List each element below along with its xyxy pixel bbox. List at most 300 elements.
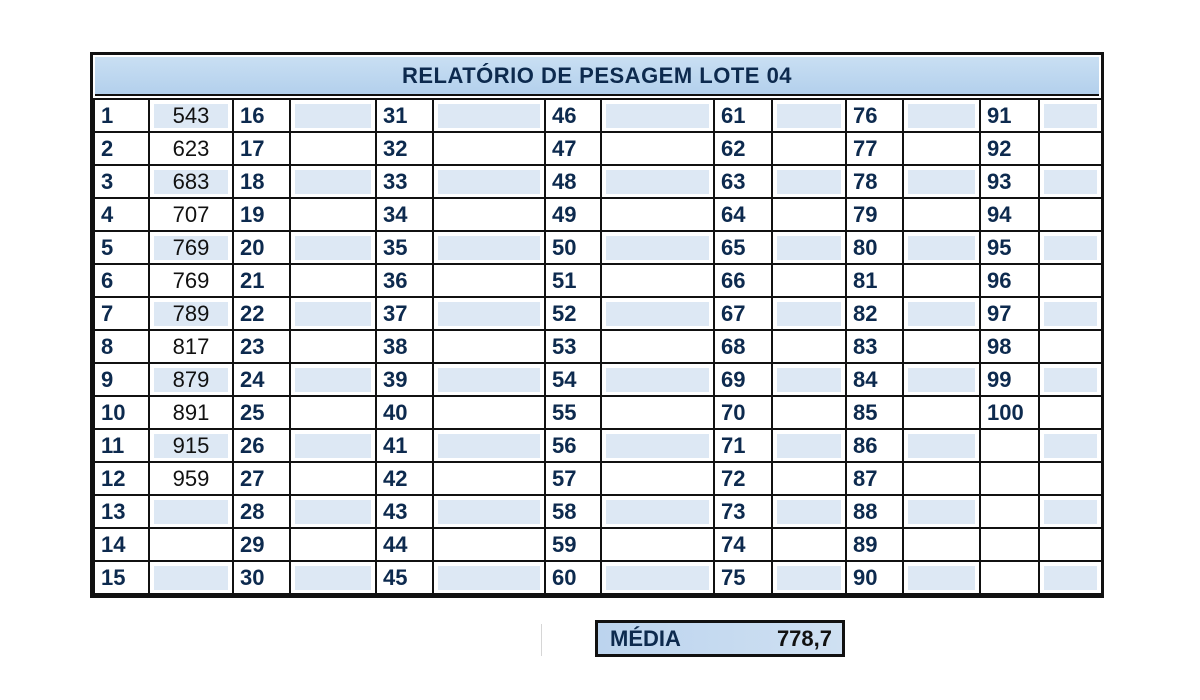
animal-number-cell: 59 xyxy=(545,528,601,561)
divider-line xyxy=(541,624,542,656)
weight-cell[interactable] xyxy=(772,165,846,198)
weight-value xyxy=(295,335,371,359)
weighing-report xyxy=(90,52,1104,598)
weight-value: 543 xyxy=(154,104,228,128)
weight-cell[interactable] xyxy=(149,165,233,198)
animal-number-cell: 57 xyxy=(545,462,601,495)
weighing-table xyxy=(93,98,1103,595)
weight-cell[interactable] xyxy=(290,561,376,594)
weight-value: 817 xyxy=(172,333,210,359)
animal-number-cell: 31 xyxy=(376,99,433,132)
animal-number-cell: 73 xyxy=(714,495,772,528)
weight-value xyxy=(777,566,841,590)
weight-value xyxy=(908,533,975,557)
animal-number-cell: 49 xyxy=(545,198,601,231)
weight-value xyxy=(606,104,709,128)
animal-number-cell: 23 xyxy=(233,330,290,363)
weight-value xyxy=(438,236,540,260)
animal-number-cell: 1 xyxy=(94,99,149,132)
weight-cell[interactable] xyxy=(903,165,980,198)
weight-cell[interactable] xyxy=(772,231,846,264)
weight-value xyxy=(438,137,540,161)
weight-value xyxy=(438,269,540,293)
weight-value xyxy=(438,368,540,392)
weight-cell[interactable] xyxy=(290,528,376,561)
weight-cell[interactable] xyxy=(433,132,545,165)
weight-cell[interactable] xyxy=(433,198,545,231)
weight-value xyxy=(295,434,371,458)
weight-cell[interactable] xyxy=(290,363,376,396)
weight-cell[interactable] xyxy=(903,528,980,561)
weight-value xyxy=(908,203,975,227)
animal-number-cell xyxy=(980,561,1039,594)
weight-value xyxy=(295,500,371,524)
table-row xyxy=(94,330,1102,363)
weight-cell[interactable] xyxy=(149,297,233,330)
animal-number-cell: 26 xyxy=(233,429,290,462)
weight-cell[interactable] xyxy=(433,165,545,198)
weight-value xyxy=(606,170,709,194)
weight-cell[interactable] xyxy=(290,429,376,462)
animal-number-cell: 80 xyxy=(846,231,903,264)
weight-value xyxy=(777,137,841,161)
report-title: RELATÓRIO DE PESAGEM LOTE 04 xyxy=(95,57,1099,96)
weight-cell[interactable] xyxy=(290,198,376,231)
weight-value xyxy=(1044,533,1097,557)
animal-number-cell: 46 xyxy=(545,99,601,132)
animal-number-cell: 56 xyxy=(545,429,601,462)
weight-cell[interactable] xyxy=(601,165,714,198)
weight-value xyxy=(1044,368,1097,392)
weight-value xyxy=(908,302,975,326)
weight-cell[interactable] xyxy=(433,561,545,594)
animal-number-cell: 53 xyxy=(545,330,601,363)
table-row xyxy=(94,396,1102,429)
weight-value xyxy=(908,104,975,128)
animal-number-cell: 54 xyxy=(545,363,601,396)
weight-cell[interactable] xyxy=(433,429,545,462)
animal-number-cell: 37 xyxy=(376,297,433,330)
animal-number-cell: 2 xyxy=(94,132,149,165)
weight-value xyxy=(908,269,975,293)
animal-number-cell: 78 xyxy=(846,165,903,198)
weight-cell[interactable] xyxy=(601,198,714,231)
weight-value xyxy=(908,500,975,524)
weight-value xyxy=(295,236,371,260)
animal-number-cell: 5 xyxy=(94,231,149,264)
weight-value xyxy=(154,533,228,557)
weight-value xyxy=(606,137,709,161)
weight-cell[interactable] xyxy=(1039,231,1102,264)
weight-cell[interactable] xyxy=(149,132,233,165)
animal-number-cell: 24 xyxy=(233,363,290,396)
weight-value xyxy=(295,137,371,161)
weight-cell[interactable] xyxy=(149,396,233,429)
weight-cell[interactable] xyxy=(772,429,846,462)
weight-cell[interactable] xyxy=(433,231,545,264)
weight-value xyxy=(295,170,371,194)
weight-cell[interactable] xyxy=(433,297,545,330)
weight-cell[interactable] xyxy=(772,132,846,165)
weight-cell[interactable] xyxy=(903,429,980,462)
table-row xyxy=(94,363,1102,396)
weight-value xyxy=(777,302,841,326)
weight-value xyxy=(295,269,371,293)
weight-cell[interactable] xyxy=(601,363,714,396)
weight-cell[interactable] xyxy=(433,264,545,297)
weight-value xyxy=(606,269,709,293)
weight-cell[interactable] xyxy=(772,561,846,594)
weight-cell[interactable] xyxy=(903,462,980,495)
weight-value xyxy=(438,434,540,458)
table-row xyxy=(94,198,1102,231)
animal-number-cell: 94 xyxy=(980,198,1039,231)
animal-number-cell: 29 xyxy=(233,528,290,561)
weight-value xyxy=(1044,500,1097,524)
animal-number-cell: 52 xyxy=(545,297,601,330)
weight-cell[interactable] xyxy=(772,297,846,330)
weight-value: 707 xyxy=(172,201,210,227)
animal-number-cell: 42 xyxy=(376,462,433,495)
animal-number-cell: 44 xyxy=(376,528,433,561)
weight-cell[interactable] xyxy=(1039,495,1102,528)
weight-value xyxy=(606,533,709,557)
weight-value xyxy=(154,500,228,524)
weight-value xyxy=(1044,302,1097,326)
weight-value xyxy=(1044,434,1097,458)
weight-value xyxy=(777,401,841,425)
animal-number-cell: 38 xyxy=(376,330,433,363)
weight-value xyxy=(295,401,371,425)
weight-cell[interactable] xyxy=(149,198,233,231)
weight-value xyxy=(606,302,709,326)
average-label: MÉDIA xyxy=(610,625,681,651)
weight-cell[interactable] xyxy=(903,330,980,363)
animal-number-cell: 35 xyxy=(376,231,433,264)
animal-number-cell: 67 xyxy=(714,297,772,330)
animal-number-cell: 95 xyxy=(980,231,1039,264)
animal-number-cell: 20 xyxy=(233,231,290,264)
weight-value xyxy=(908,566,975,590)
weight-value xyxy=(1044,203,1097,227)
weight-cell[interactable] xyxy=(433,462,545,495)
weight-cell[interactable] xyxy=(601,231,714,264)
animal-number-cell: 76 xyxy=(846,99,903,132)
table-row xyxy=(94,561,1102,594)
weight-value xyxy=(438,104,540,128)
weight-value: 769 xyxy=(172,267,210,293)
weight-cell[interactable] xyxy=(290,99,376,132)
animal-number-cell: 33 xyxy=(376,165,433,198)
weight-cell[interactable] xyxy=(601,495,714,528)
weight-cell[interactable] xyxy=(290,297,376,330)
weight-value xyxy=(438,203,540,227)
weight-value xyxy=(908,467,975,491)
weight-cell[interactable] xyxy=(772,99,846,132)
weight-cell[interactable] xyxy=(149,231,233,264)
weight-cell[interactable] xyxy=(149,363,233,396)
weight-cell[interactable] xyxy=(903,99,980,132)
animal-number-cell: 43 xyxy=(376,495,433,528)
animal-number-cell: 14 xyxy=(94,528,149,561)
weight-cell[interactable] xyxy=(772,462,846,495)
animal-number-cell: 60 xyxy=(545,561,601,594)
weight-value xyxy=(1044,137,1097,161)
weight-value xyxy=(777,368,841,392)
weight-value xyxy=(438,170,540,194)
weight-value xyxy=(438,500,540,524)
weight-value xyxy=(295,368,371,392)
weight-cell[interactable] xyxy=(601,462,714,495)
animal-number-cell: 79 xyxy=(846,198,903,231)
weight-value: 959 xyxy=(172,465,210,491)
weight-value xyxy=(1044,104,1097,128)
weight-cell[interactable] xyxy=(149,264,233,297)
weight-cell[interactable] xyxy=(1039,297,1102,330)
animal-number-cell: 55 xyxy=(545,396,601,429)
weight-value xyxy=(606,500,709,524)
weight-cell[interactable] xyxy=(149,528,233,561)
weight-value xyxy=(777,203,841,227)
table-row xyxy=(94,297,1102,330)
weight-cell[interactable] xyxy=(601,429,714,462)
animal-number-cell: 63 xyxy=(714,165,772,198)
table-row xyxy=(94,231,1102,264)
weight-value xyxy=(777,170,841,194)
animal-number-cell: 83 xyxy=(846,330,903,363)
weight-value xyxy=(295,467,371,491)
weight-cell[interactable] xyxy=(290,396,376,429)
animal-number-cell: 12 xyxy=(94,462,149,495)
animal-number-cell: 36 xyxy=(376,264,433,297)
animal-number-cell: 66 xyxy=(714,264,772,297)
weight-cell[interactable] xyxy=(772,264,846,297)
animal-number-cell: 61 xyxy=(714,99,772,132)
weight-value xyxy=(908,434,975,458)
weight-cell[interactable] xyxy=(1039,264,1102,297)
weight-cell[interactable] xyxy=(433,528,545,561)
weight-value xyxy=(295,302,371,326)
animal-number-cell: 74 xyxy=(714,528,772,561)
weight-value xyxy=(908,335,975,359)
weight-cell[interactable] xyxy=(1039,462,1102,495)
weight-cell[interactable] xyxy=(433,495,545,528)
weight-value xyxy=(606,335,709,359)
animal-number-cell: 77 xyxy=(846,132,903,165)
weight-cell[interactable] xyxy=(601,561,714,594)
animal-number-cell: 98 xyxy=(980,330,1039,363)
weight-value: 623 xyxy=(172,135,210,161)
weight-value xyxy=(1044,467,1097,491)
animal-number-cell: 48 xyxy=(545,165,601,198)
weight-value: 769 xyxy=(154,236,228,260)
weight-value xyxy=(438,302,540,326)
animal-number-cell: 21 xyxy=(233,264,290,297)
weight-cell[interactable] xyxy=(903,231,980,264)
weight-cell[interactable] xyxy=(601,297,714,330)
animal-number-cell: 15 xyxy=(94,561,149,594)
weight-value xyxy=(777,236,841,260)
weight-cell[interactable] xyxy=(772,330,846,363)
animal-number-cell: 47 xyxy=(545,132,601,165)
animal-number-cell: 58 xyxy=(545,495,601,528)
animal-number-cell: 100 xyxy=(980,396,1039,429)
table-row xyxy=(94,528,1102,561)
weight-value: 915 xyxy=(154,434,228,458)
weight-cell[interactable] xyxy=(903,363,980,396)
weight-cell[interactable] xyxy=(1039,528,1102,561)
weight-value: 891 xyxy=(172,399,210,425)
animal-number-cell: 86 xyxy=(846,429,903,462)
animal-number-cell: 39 xyxy=(376,363,433,396)
weight-value xyxy=(295,533,371,557)
animal-number-cell: 30 xyxy=(233,561,290,594)
weight-value xyxy=(606,368,709,392)
weight-cell[interactable] xyxy=(149,495,233,528)
animal-number-cell: 34 xyxy=(376,198,433,231)
animal-number-cell: 69 xyxy=(714,363,772,396)
weight-value xyxy=(438,401,540,425)
weight-cell[interactable] xyxy=(433,363,545,396)
weight-value xyxy=(908,236,975,260)
weight-value xyxy=(1044,170,1097,194)
weight-cell[interactable] xyxy=(903,561,980,594)
table-row xyxy=(94,165,1102,198)
weight-cell[interactable] xyxy=(601,264,714,297)
animal-number-cell: 68 xyxy=(714,330,772,363)
animal-number-cell: 13 xyxy=(94,495,149,528)
weight-cell[interactable] xyxy=(433,99,545,132)
animal-number-cell: 88 xyxy=(846,495,903,528)
weight-value xyxy=(908,170,975,194)
weight-cell[interactable] xyxy=(772,363,846,396)
animal-number-cell: 25 xyxy=(233,396,290,429)
animal-number-cell: 93 xyxy=(980,165,1039,198)
animal-number-cell: 70 xyxy=(714,396,772,429)
weight-cell[interactable] xyxy=(290,495,376,528)
weight-value xyxy=(1044,335,1097,359)
animal-number-cell: 6 xyxy=(94,264,149,297)
weight-value xyxy=(1044,401,1097,425)
weight-value xyxy=(438,566,540,590)
animal-number-cell xyxy=(980,528,1039,561)
animal-number-cell: 85 xyxy=(846,396,903,429)
weight-cell[interactable] xyxy=(1039,165,1102,198)
weight-cell[interactable] xyxy=(1039,396,1102,429)
animal-number-cell: 62 xyxy=(714,132,772,165)
weight-value xyxy=(438,335,540,359)
weight-cell[interactable] xyxy=(772,198,846,231)
weight-cell[interactable] xyxy=(290,231,376,264)
table-row xyxy=(94,264,1102,297)
weight-cell[interactable] xyxy=(1039,330,1102,363)
weight-cell[interactable] xyxy=(1039,99,1102,132)
weight-cell[interactable] xyxy=(601,330,714,363)
table-row xyxy=(94,462,1102,495)
animal-number-cell: 32 xyxy=(376,132,433,165)
weight-cell[interactable] xyxy=(601,528,714,561)
animal-number-cell: 19 xyxy=(233,198,290,231)
animal-number-cell: 91 xyxy=(980,99,1039,132)
weight-value xyxy=(438,467,540,491)
animal-number-cell: 45 xyxy=(376,561,433,594)
weight-cell[interactable] xyxy=(149,330,233,363)
weight-value xyxy=(606,203,709,227)
weight-cell[interactable] xyxy=(290,264,376,297)
weight-value xyxy=(777,269,841,293)
animal-number-cell: 50 xyxy=(545,231,601,264)
weight-cell[interactable] xyxy=(290,165,376,198)
weight-cell[interactable] xyxy=(290,462,376,495)
weight-cell[interactable] xyxy=(433,396,545,429)
weight-cell[interactable] xyxy=(149,429,233,462)
weight-cell[interactable] xyxy=(433,330,545,363)
weight-cell[interactable] xyxy=(1039,132,1102,165)
weight-cell[interactable] xyxy=(1039,363,1102,396)
weight-cell[interactable] xyxy=(772,495,846,528)
weight-cell[interactable] xyxy=(149,99,233,132)
weight-cell[interactable] xyxy=(903,198,980,231)
weight-value xyxy=(908,368,975,392)
weight-cell[interactable] xyxy=(149,561,233,594)
table-row xyxy=(94,495,1102,528)
animal-number-cell: 7 xyxy=(94,297,149,330)
animal-number-cell: 89 xyxy=(846,528,903,561)
weight-value xyxy=(606,467,709,491)
weight-cell[interactable] xyxy=(903,297,980,330)
animal-number-cell: 40 xyxy=(376,396,433,429)
weight-cell[interactable] xyxy=(290,132,376,165)
weight-value xyxy=(908,401,975,425)
weight-cell[interactable] xyxy=(290,330,376,363)
table-row xyxy=(94,99,1102,132)
weight-cell[interactable] xyxy=(601,132,714,165)
animal-number-cell: 75 xyxy=(714,561,772,594)
weight-value xyxy=(295,566,371,590)
animal-number-cell: 99 xyxy=(980,363,1039,396)
weight-value xyxy=(777,434,841,458)
animal-number-cell: 65 xyxy=(714,231,772,264)
weight-value xyxy=(1044,236,1097,260)
weight-value: 789 xyxy=(154,302,228,326)
animal-number-cell: 17 xyxy=(233,132,290,165)
weight-value xyxy=(438,533,540,557)
animal-number-cell: 84 xyxy=(846,363,903,396)
animal-number-cell: 22 xyxy=(233,297,290,330)
animal-number-cell: 92 xyxy=(980,132,1039,165)
weight-cell[interactable] xyxy=(1039,198,1102,231)
animal-number-cell: 51 xyxy=(545,264,601,297)
animal-number-cell: 11 xyxy=(94,429,149,462)
animal-number-cell: 4 xyxy=(94,198,149,231)
animal-number-cell: 90 xyxy=(846,561,903,594)
weight-cell[interactable] xyxy=(903,495,980,528)
weight-cell[interactable] xyxy=(1039,429,1102,462)
weight-cell[interactable] xyxy=(601,396,714,429)
weight-value xyxy=(777,104,841,128)
animal-number-cell xyxy=(980,462,1039,495)
animal-number-cell: 9 xyxy=(94,363,149,396)
weight-cell[interactable] xyxy=(903,264,980,297)
weight-cell[interactable] xyxy=(1039,561,1102,594)
weight-value xyxy=(295,104,371,128)
weight-cell[interactable] xyxy=(772,396,846,429)
weight-cell[interactable] xyxy=(903,396,980,429)
weight-cell[interactable] xyxy=(903,132,980,165)
weight-cell[interactable] xyxy=(601,99,714,132)
weight-cell[interactable] xyxy=(149,462,233,495)
weight-cell[interactable] xyxy=(772,528,846,561)
